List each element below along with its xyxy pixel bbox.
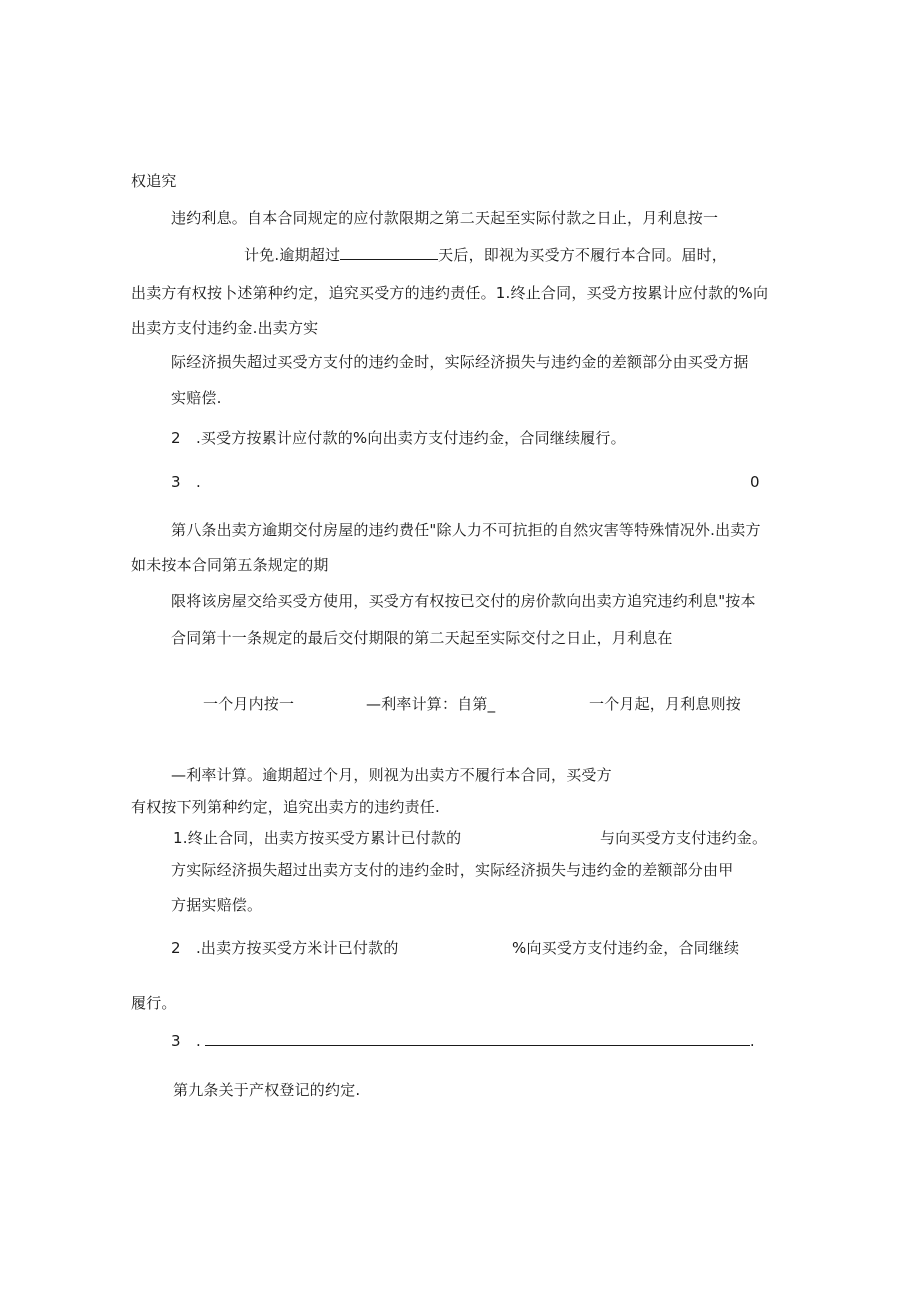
text-line: 方实际经济损失超过出卖方支付的违约金时，实际经济损失与违约金的差额部分由甲 [171,861,734,879]
text-fragment: —利率计算：自第_ [366,695,496,713]
text-fragment: 与向买受方支付违约金。 [600,829,768,847]
text-fragment: 3 . [171,1032,201,1050]
text-fragment: 天后，即视为买受方不履行本合同。届时， [438,246,727,264]
section-heading-article-9: 第九条关于产权登记的约定. [173,1081,361,1099]
text-fragment: %向买受方支付违约金，合同继续 [512,939,740,957]
text-line: 方据实赔偿。 [171,896,263,914]
text-fragment: 2 .出卖方按买受方米计已付款的 [171,939,399,957]
text-fragment: 计免.逾期超过 [244,246,341,264]
text-line [171,1031,755,1051]
text-fragment: 1.终止合同，出卖方按买受方累计已付款的 [173,829,462,847]
text-line: 实赔偿. [171,389,222,407]
fill-blank [205,1031,750,1046]
text-line: 限将该房屋交给买受方使用，买受方有权按已交付的房价款向出卖方追究违约利息"按本 [171,592,756,610]
text-line: 如未按本合同第五条规定的期 [131,556,329,574]
text-line: 2 .买受方按累计应付款的%向出卖方支付违约金，合同继续履行。 [171,429,626,447]
text-fragment: . [749,1032,755,1050]
text-line: 出卖方支付违约金.出卖方实 [131,319,319,337]
text-line: 出卖方有权按卜述第种约定，追究买受方的违约责任。1.终止合同，买受方按累计应付款的%向 [131,284,769,302]
text-line: 履行。 [131,994,177,1012]
text-fragment: 一个月起，月利息则按 [589,695,742,713]
section-heading-article-8: 第八条出卖方逾期交付房屋的违约费任"除人力不可抗拒的自然灾害等特殊情况外.出卖方 [171,521,761,539]
text-line: 有权按下列第种约定，追究出卖方的违约责任. [131,798,440,816]
text-line [244,245,727,265]
text-line: —利率计算。逾期超过个月，则视为出卖方不履行本合同，买受方 [171,766,612,784]
text-line: 3 . [171,473,201,491]
text-line: 权追究 [131,172,177,190]
text-line: 合同第十一条规定的最后交付期限的第二天起至实际交付之日止，月利息在 [171,629,673,647]
text-line: 违约利息。自本合同规定的应付款限期之第二天起至实际付款之日止，月利息按一 [171,209,719,227]
text-line: 0 [750,473,760,491]
fill-blank [340,245,438,260]
text-fragment: 一个月内按一 [203,695,295,713]
text-line: 际经济损失超过买受方支付的违约金时，实际经济损失与违约金的差额部分由买受方据 [171,353,749,371]
